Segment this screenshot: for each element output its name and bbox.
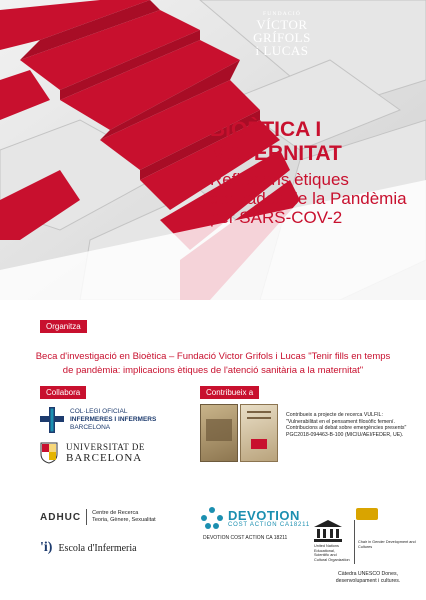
devotion-sub: COST ACTION CA18211: [228, 521, 311, 528]
devotion-logo: [200, 506, 310, 530]
escola-name: Escola d'Infermeria: [58, 542, 137, 554]
cross-icon: [40, 407, 64, 433]
brand-line3: GRÍFOLS: [253, 29, 311, 45]
col-legi-logo: [40, 407, 156, 433]
page-title: [210, 118, 420, 227]
vulfil-text: Contribueix a projecte de recerca VULFIL: "Vulnerabilitat en el pensament filosòfic femení. Contribucions al debat sobre emergències presents" PGC2018-094463-B-100 (MICIU/AEI/FEDER, UE).: [286, 412, 407, 438]
col-legi-line2: INFERMERES I INFERMERS: [70, 416, 157, 423]
adhuc-name: ADHUC: [40, 511, 82, 523]
subtitle: Reflexions ètiques derivades de la Pandèmia per SARS-COV-2: [210, 170, 407, 227]
title-line1: BIOÈTICA I: [210, 118, 322, 141]
ub-line2: BARCELONA: [66, 452, 143, 464]
uni-logo: [356, 508, 378, 520]
brand-line1: FUNDACIÓ: [262, 11, 302, 17]
unesco-caption: Càtedra UNESCO Dones, desenvolupament i cultures.: [335, 571, 401, 584]
contribueix-tag: Contribueix a: [200, 386, 259, 399]
escola-mark-icon: 'i): [40, 540, 53, 555]
brand-line2: VÍCTOR: [256, 16, 308, 32]
organitza-tag: Organitza: [40, 320, 87, 333]
devotion-caption: DEVOTION COST ACTION CA 18211: [203, 535, 288, 541]
escola-logo: [40, 540, 137, 556]
collabora-tag: Collabora: [40, 386, 86, 399]
book-cover-image: [200, 404, 238, 462]
book-cover-image-2: [240, 404, 278, 462]
beca-description: Beca d'investigació en Bioètica – Fundació Victor Grifols i Lucas "Tenir fills en temps de pandèmia: implicacions ètiques de l'atenció sanitària a la maternitat": [35, 351, 391, 376]
adhuc-line1: Centre de Recerca: [92, 510, 139, 516]
shield-icon: [40, 442, 58, 464]
adhuc-line2: Teoria, Gènere, Sexualitat: [92, 517, 156, 523]
temple-icon: [314, 520, 342, 542]
unesco-org: United Nations Educational, Scientific and Cultural Organization: [314, 544, 350, 562]
network-icon: [200, 506, 224, 530]
adhuc-logo: [40, 509, 156, 525]
col-legi-line1: COL·LEGI OFICIAL: [70, 408, 128, 415]
brand-line4: i LUCAS: [255, 42, 309, 58]
title-line2: MATERNITAT: [210, 142, 342, 165]
ub-logo: [40, 442, 145, 464]
unesco-logo: [314, 520, 418, 566]
col-legi-line3: BARCELONA: [70, 424, 111, 431]
ub-line1: UNIVERSITAT DE: [66, 442, 145, 452]
unesco-chair: Chair in Gender Development and Cultures: [358, 540, 416, 549]
devotion-name: DEVOTION: [228, 507, 300, 523]
foundation-logo: [238, 12, 326, 57]
